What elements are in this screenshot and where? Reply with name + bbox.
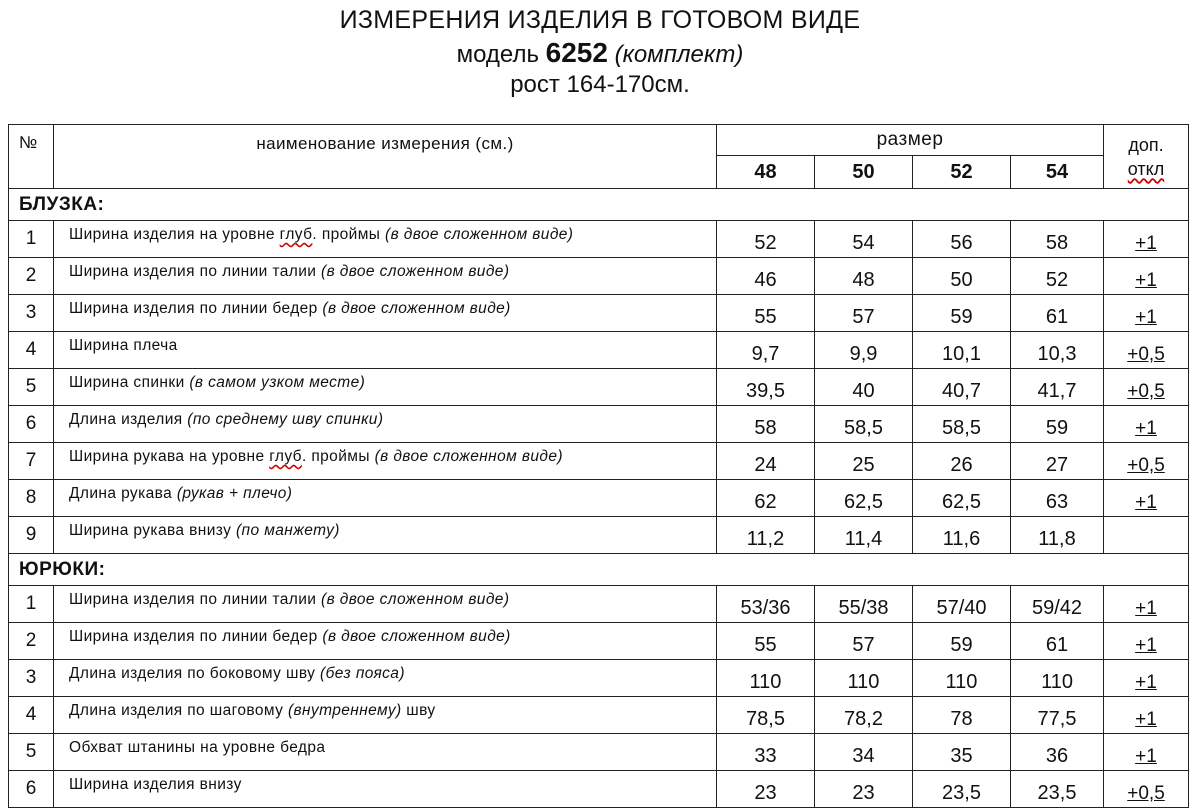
- height-line: рост 164-170см.: [510, 71, 690, 98]
- size-value-48: 62: [717, 480, 815, 517]
- table-row: [9, 623, 1189, 660]
- table-row: [9, 660, 1189, 697]
- table-row: [9, 295, 1189, 332]
- size-value-52: 59: [913, 295, 1011, 332]
- table-row: [9, 517, 1189, 554]
- measurement-name: [54, 660, 717, 697]
- size-value-52: 59: [913, 623, 1011, 660]
- measurement-name-part: . проймы: [312, 226, 386, 243]
- size-value-52: 78: [913, 697, 1011, 734]
- size-value-54: 27: [1011, 443, 1104, 480]
- size-value-48: 33: [717, 734, 815, 771]
- measurement-name: [54, 221, 717, 258]
- size-value-52: 23,5: [913, 771, 1011, 808]
- size-value-50: 25: [815, 443, 913, 480]
- tolerance-cell: [1104, 406, 1189, 443]
- measurement-name: [54, 443, 717, 480]
- measurement-name-part: . проймы: [301, 448, 375, 465]
- header-size: размер: [717, 125, 1104, 156]
- table-row: [9, 369, 1189, 406]
- table-row: [9, 771, 1189, 808]
- measurement-name-part: Длина рукава: [69, 485, 177, 502]
- model-prefix: модель: [456, 41, 539, 68]
- tolerance-value: +1: [1135, 746, 1157, 767]
- table-row: [9, 221, 1189, 258]
- measurement-name: [54, 517, 717, 554]
- size-value-50: 62,5: [815, 480, 913, 517]
- size-value-54: 110: [1011, 660, 1104, 697]
- header-number: №: [9, 125, 54, 189]
- row-number: 2: [9, 258, 54, 295]
- header-size-50: 50: [815, 156, 913, 189]
- section-header-row: [9, 189, 1189, 221]
- row-number: 5: [9, 734, 54, 771]
- size-value-52: 62,5: [913, 480, 1011, 517]
- size-value-48: 55: [717, 295, 815, 332]
- tolerance-cell: [1104, 586, 1189, 623]
- table-row: [9, 734, 1189, 771]
- size-value-50: 57: [815, 295, 913, 332]
- size-value-54: 59: [1011, 406, 1104, 443]
- tolerance-value: +1: [1135, 233, 1157, 254]
- row-number: 5: [9, 369, 54, 406]
- size-value-54: 11,8: [1011, 517, 1104, 554]
- measurement-name: [54, 623, 717, 660]
- measurement-name-part: Обхват штанины на уровне бедра: [69, 739, 326, 756]
- measurement-name-part: Ширина изделия по линии бедер: [69, 300, 323, 317]
- table-row: [9, 480, 1189, 517]
- measurement-note: (по манжету): [236, 522, 340, 539]
- tolerance-cell: [1104, 369, 1189, 406]
- measurement-note: (рукав + плечо): [176, 485, 293, 502]
- row-number: 1: [9, 221, 54, 258]
- size-value-48: 39,5: [717, 369, 815, 406]
- row-number: 4: [9, 697, 54, 734]
- header-size-52: 52: [913, 156, 1011, 189]
- header-tolerance: [1104, 125, 1189, 189]
- size-value-52: 40,7: [913, 369, 1011, 406]
- size-value-48: 55: [717, 623, 815, 660]
- size-value-50: 48: [815, 258, 913, 295]
- size-value-50: 11,4: [815, 517, 913, 554]
- measurement-name: [54, 734, 717, 771]
- row-number: 8: [9, 480, 54, 517]
- size-value-50: 54: [815, 221, 913, 258]
- row-number: 6: [9, 406, 54, 443]
- model-suffix: (комплект): [614, 41, 744, 68]
- measurement-note: (в двое сложенном виде): [322, 628, 511, 645]
- measurement-name-part: Длина изделия по боковому шву: [69, 665, 321, 682]
- tolerance-cell: [1104, 258, 1189, 295]
- size-value-48: 11,2: [717, 517, 815, 554]
- measurement-name-part: Ширина спинки: [69, 374, 190, 391]
- measurement-name-part: шву: [401, 702, 436, 719]
- measurement-name: [54, 697, 717, 734]
- size-value-52: 10,1: [913, 332, 1011, 369]
- size-value-48: 110: [717, 660, 815, 697]
- size-value-52: 26: [913, 443, 1011, 480]
- tolerance-cell: [1104, 771, 1189, 808]
- size-value-48: 23: [717, 771, 815, 808]
- tolerance-cell: [1104, 697, 1189, 734]
- tolerance-value: +1: [1135, 709, 1157, 730]
- size-value-50: 34: [815, 734, 913, 771]
- measurement-note: (в двое сложенном виде): [321, 591, 510, 608]
- size-value-50: 9,9: [815, 332, 913, 369]
- measurement-name-part: Ширина изделия внизу: [69, 776, 242, 793]
- measurement-name-part: глуб: [279, 226, 313, 243]
- size-value-48: 53/36: [717, 586, 815, 623]
- measurement-note: (по среднему шву спинки): [187, 411, 384, 428]
- section-title: БЛУЗКА:: [9, 189, 1189, 221]
- size-value-48: 24: [717, 443, 815, 480]
- table-row: [9, 586, 1189, 623]
- size-value-52: 57/40: [913, 586, 1011, 623]
- section-header-row: [9, 554, 1189, 586]
- header-tolerance-line1: доп.: [1128, 134, 1164, 155]
- measurement-name: [54, 586, 717, 623]
- measurement-name-part: Ширина рукава на уровне: [69, 448, 270, 465]
- model-number: 6252: [545, 37, 608, 68]
- measurement-name-part: Длина изделия: [69, 411, 188, 428]
- row-number: 3: [9, 660, 54, 697]
- size-value-50: 23: [815, 771, 913, 808]
- row-number: 4: [9, 332, 54, 369]
- size-value-54: 58: [1011, 221, 1104, 258]
- size-value-54: 41,7: [1011, 369, 1104, 406]
- size-value-48: 78,5: [717, 697, 815, 734]
- row-number: 3: [9, 295, 54, 332]
- tolerance-cell: [1104, 480, 1189, 517]
- tolerance-value: +0,5: [1127, 381, 1165, 402]
- measurement-name-part: Ширина изделия на уровне: [69, 226, 280, 243]
- size-value-48: 58: [717, 406, 815, 443]
- tolerance-cell: [1104, 221, 1189, 258]
- measurement-name-part: Ширина рукава внизу: [69, 522, 236, 539]
- measurement-name-part: Ширина изделия по линии бедер: [69, 628, 323, 645]
- tolerance-cell: [1104, 332, 1189, 369]
- measurement-name-part: Ширина изделия по линии талии: [69, 263, 322, 280]
- measurement-name: [54, 406, 717, 443]
- tolerance-value: +1: [1135, 672, 1157, 693]
- measurement-note: (в двое сложенном виде): [374, 448, 563, 465]
- measurement-note: (в двое сложенном виде): [322, 300, 511, 317]
- header-size-54: 54: [1011, 156, 1104, 189]
- document-title-block: [0, 4, 1200, 100]
- size-value-54: 61: [1011, 623, 1104, 660]
- table-row: [9, 332, 1189, 369]
- size-value-52: 35: [913, 734, 1011, 771]
- section-title: ЮРЮКИ:: [9, 554, 1189, 586]
- tolerance-value: +1: [1135, 635, 1157, 656]
- measurement-name-part: Ширина изделия по линии талии: [69, 591, 322, 608]
- tolerance-value: +0,5: [1127, 344, 1165, 365]
- table-row: [9, 258, 1189, 295]
- document-title: ИЗМЕРЕНИЯ ИЗДЕЛИЯ В ГОТОВОМ ВИДЕ: [339, 6, 861, 34]
- table-row: [9, 697, 1189, 734]
- header-size-48: 48: [717, 156, 815, 189]
- measurement-name: [54, 369, 717, 406]
- size-value-54: 59/42: [1011, 586, 1104, 623]
- size-value-54: 61: [1011, 295, 1104, 332]
- size-value-50: 58,5: [815, 406, 913, 443]
- size-value-50: 57: [815, 623, 913, 660]
- measurement-note: (без пояса): [320, 665, 405, 682]
- row-number: 1: [9, 586, 54, 623]
- tolerance-cell: [1104, 443, 1189, 480]
- tolerance-value: +0,5: [1127, 455, 1165, 476]
- size-value-54: 52: [1011, 258, 1104, 295]
- size-value-50: 40: [815, 369, 913, 406]
- row-number: 7: [9, 443, 54, 480]
- size-value-54: 10,3: [1011, 332, 1104, 369]
- table-row: [9, 406, 1189, 443]
- measurement-name: [54, 771, 717, 808]
- row-number: 2: [9, 623, 54, 660]
- size-value-54: 36: [1011, 734, 1104, 771]
- measurement-note: (в двое сложенном виде): [321, 263, 510, 280]
- measurement-name: [54, 295, 717, 332]
- measurement-note: (внутреннему): [287, 702, 402, 719]
- tolerance-cell: [1104, 660, 1189, 697]
- header-measurement-name: наименование измерения (см.): [54, 125, 717, 189]
- size-value-50: 78,2: [815, 697, 913, 734]
- tolerance-value: +1: [1135, 418, 1157, 439]
- header-tolerance-line2: откл: [1127, 158, 1165, 179]
- tolerance-value: +1: [1135, 598, 1157, 619]
- model-line: [0, 37, 1200, 70]
- tolerance-value: +1: [1135, 492, 1157, 513]
- tolerance-cell: [1104, 734, 1189, 771]
- size-value-50: 55/38: [815, 586, 913, 623]
- tolerance-value: +1: [1135, 307, 1157, 328]
- measurement-note: (в самом узком месте): [189, 374, 366, 391]
- size-value-48: 52: [717, 221, 815, 258]
- size-value-54: 63: [1011, 480, 1104, 517]
- tolerance-cell: [1104, 517, 1189, 554]
- measurement-name-part: глуб: [269, 448, 302, 465]
- measurement-name: [54, 258, 717, 295]
- measurement-name-part: Ширина плеча: [69, 337, 178, 354]
- measurement-note: (в двое сложенном виде): [385, 226, 574, 243]
- tolerance-cell: [1104, 623, 1189, 660]
- table-row: [9, 443, 1189, 480]
- measurement-name: [54, 332, 717, 369]
- size-value-52: 110: [913, 660, 1011, 697]
- size-value-50: 110: [815, 660, 913, 697]
- tolerance-value: +1: [1135, 270, 1157, 291]
- size-value-52: 58,5: [913, 406, 1011, 443]
- measurements-table: [8, 124, 1189, 808]
- size-value-52: 11,6: [913, 517, 1011, 554]
- size-value-48: 46: [717, 258, 815, 295]
- measurement-name-part: Длина изделия по шаговому: [69, 702, 288, 719]
- size-value-52: 56: [913, 221, 1011, 258]
- tolerance-value: +0,5: [1127, 783, 1165, 804]
- size-value-52: 50: [913, 258, 1011, 295]
- row-number: 6: [9, 771, 54, 808]
- size-value-48: 9,7: [717, 332, 815, 369]
- row-number: 9: [9, 517, 54, 554]
- size-value-54: 77,5: [1011, 697, 1104, 734]
- tolerance-cell: [1104, 295, 1189, 332]
- size-value-54: 23,5: [1011, 771, 1104, 808]
- measurement-name: [54, 480, 717, 517]
